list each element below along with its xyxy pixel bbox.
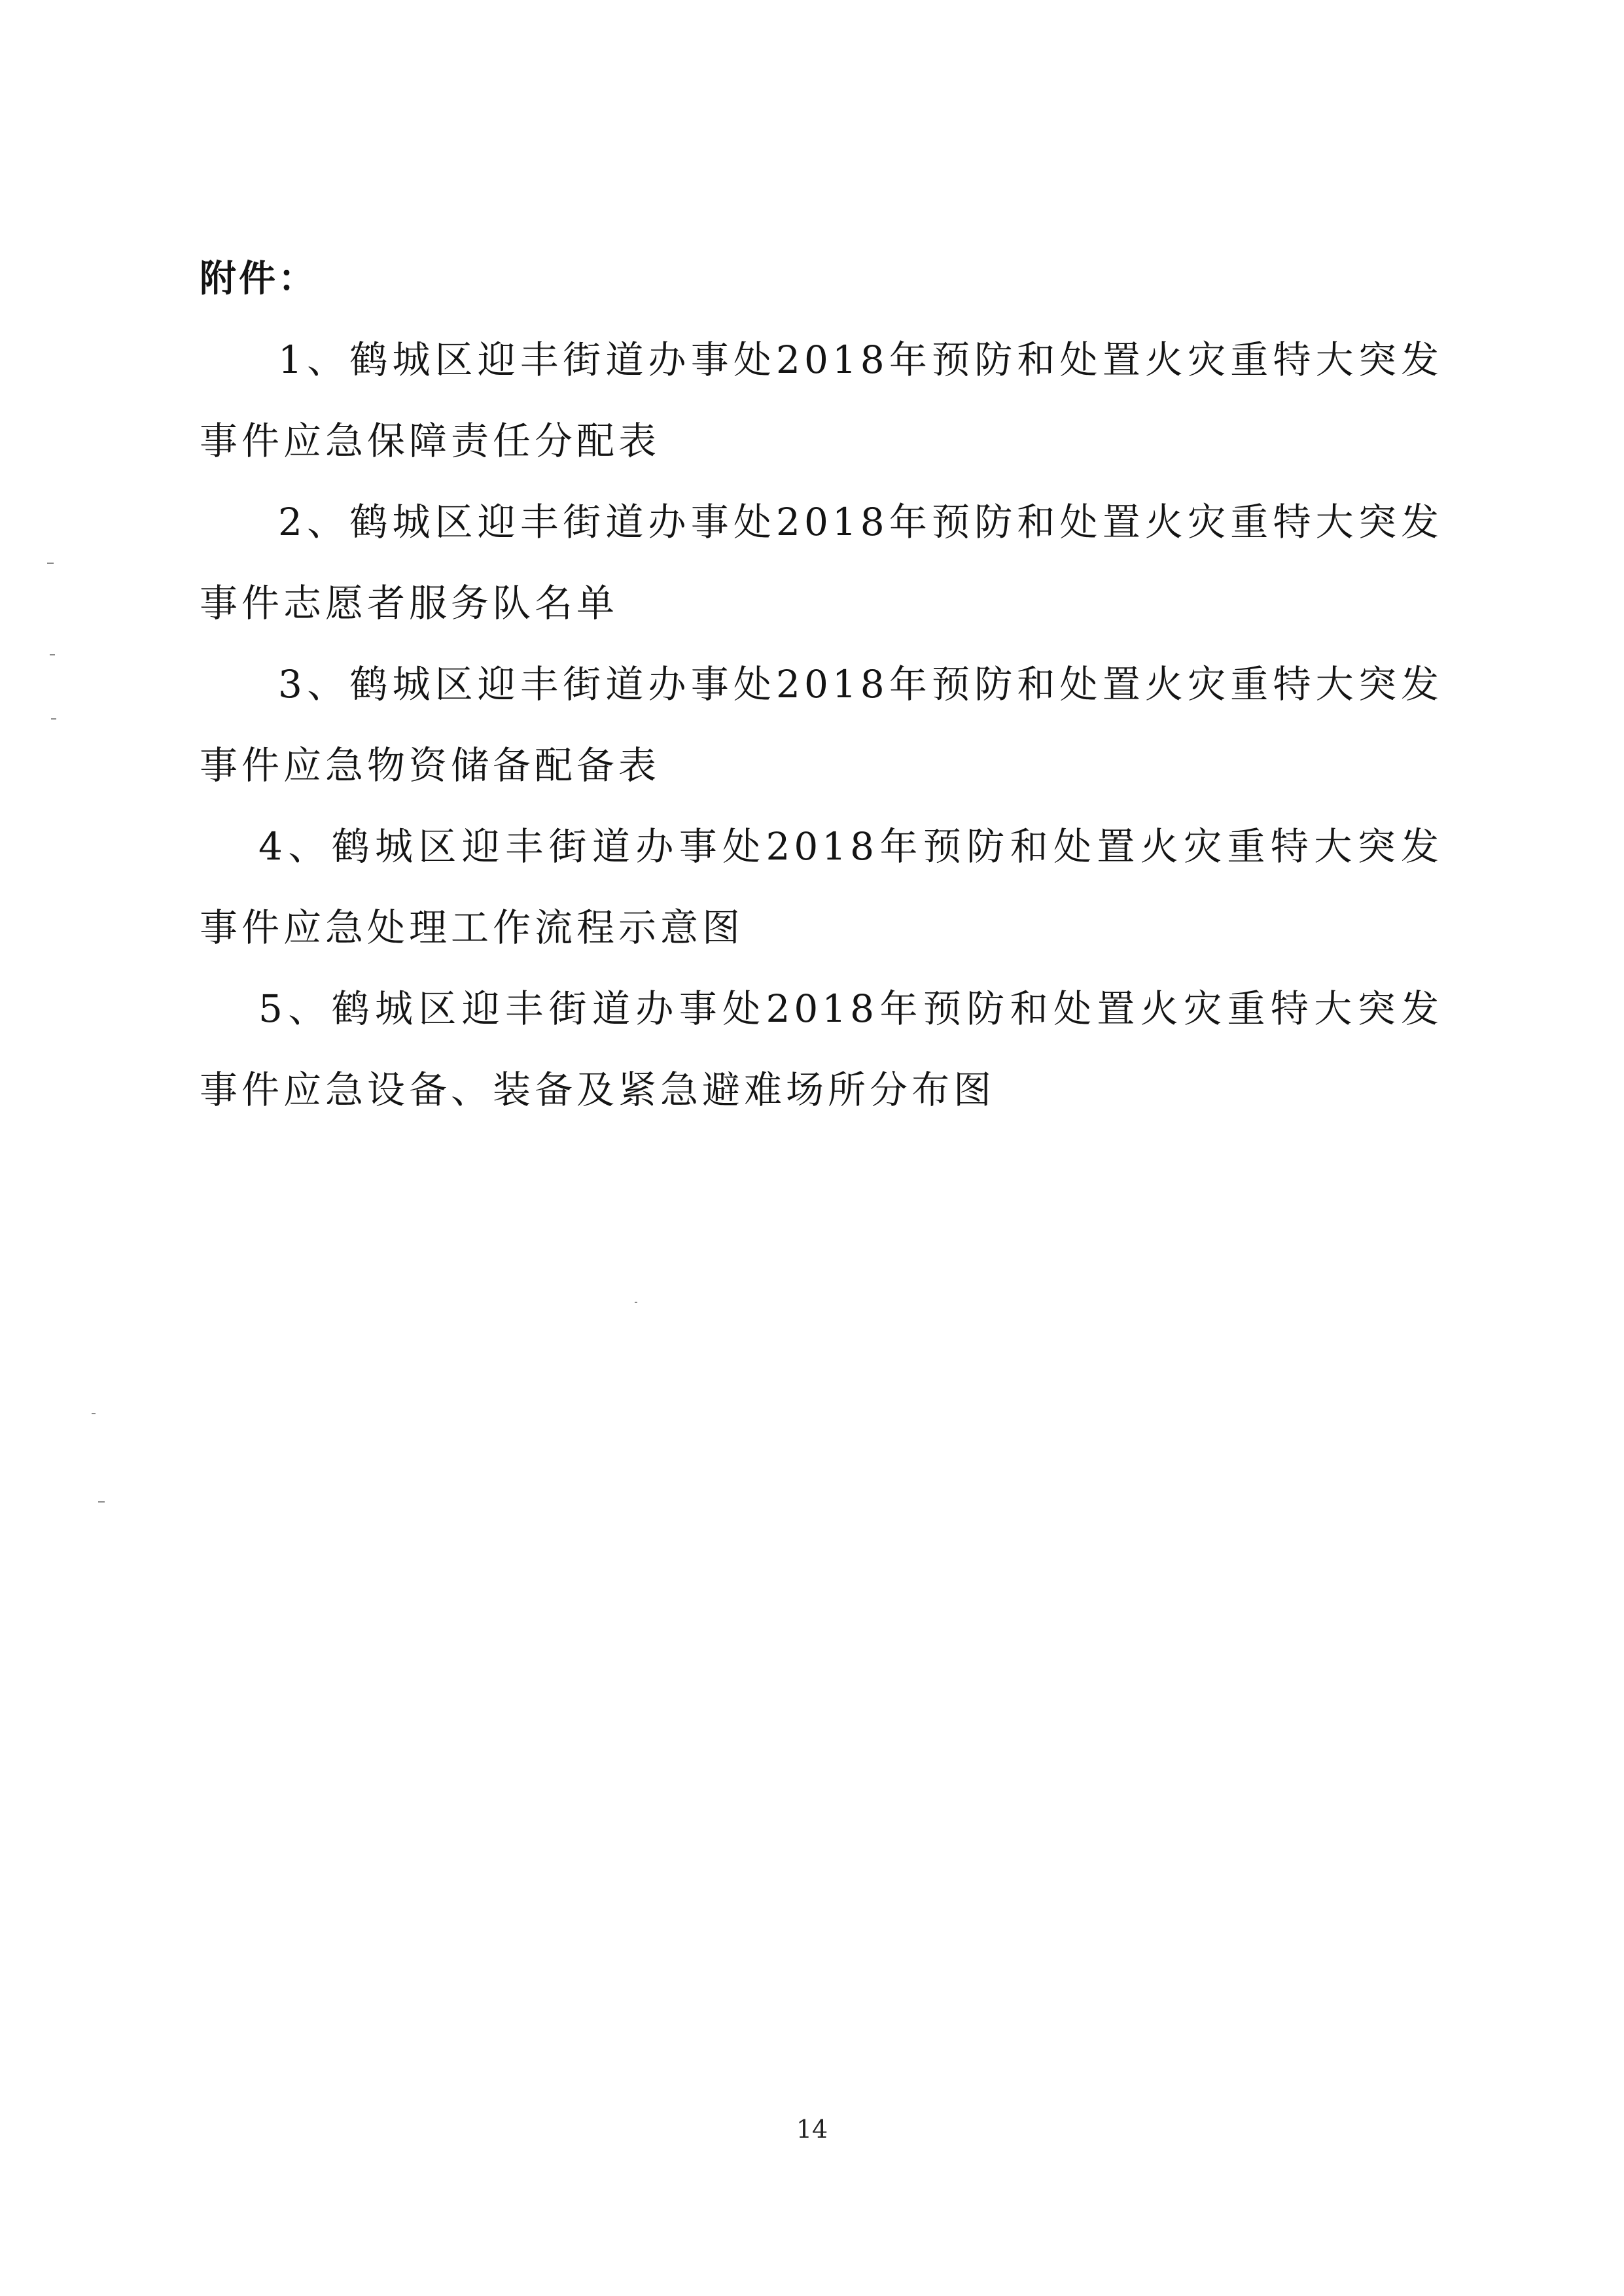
scan-speck xyxy=(635,1302,637,1303)
attachment-item-2: 2、鹤城区迎丰街道办事处2018年预防和处置火灾重特大突发事件志愿者服务队名单 xyxy=(200,500,1443,625)
attachment-item-1: 1、鹤城区迎丰街道办事处2018年预防和处置火灾重特大突发事件应急保障责任分配表 xyxy=(200,338,1443,463)
attachment-item-5: 5、鹤城区迎丰街道办事处2018年预防和处置火灾重特大突发事件应急设备、装备及紧急避难场所分布图 xyxy=(200,986,1443,1112)
scan-speck xyxy=(51,718,56,720)
scan-speck xyxy=(47,563,54,564)
attachment-item-4: 4、鹤城区迎丰街道办事处2018年预防和处置火灾重特大突发事件应急处理工作流程示意图 xyxy=(200,824,1443,950)
scan-speck xyxy=(98,1501,105,1503)
page-number: 14 xyxy=(796,2115,828,2144)
attachments-heading: 附件： xyxy=(200,257,317,300)
scan-speck xyxy=(50,654,55,655)
scan-speck xyxy=(92,1413,96,1414)
attachment-item-3: 3、鹤城区迎丰街道办事处2018年预防和处置火灾重特大突发事件应急物资储备配备表 xyxy=(200,662,1443,788)
